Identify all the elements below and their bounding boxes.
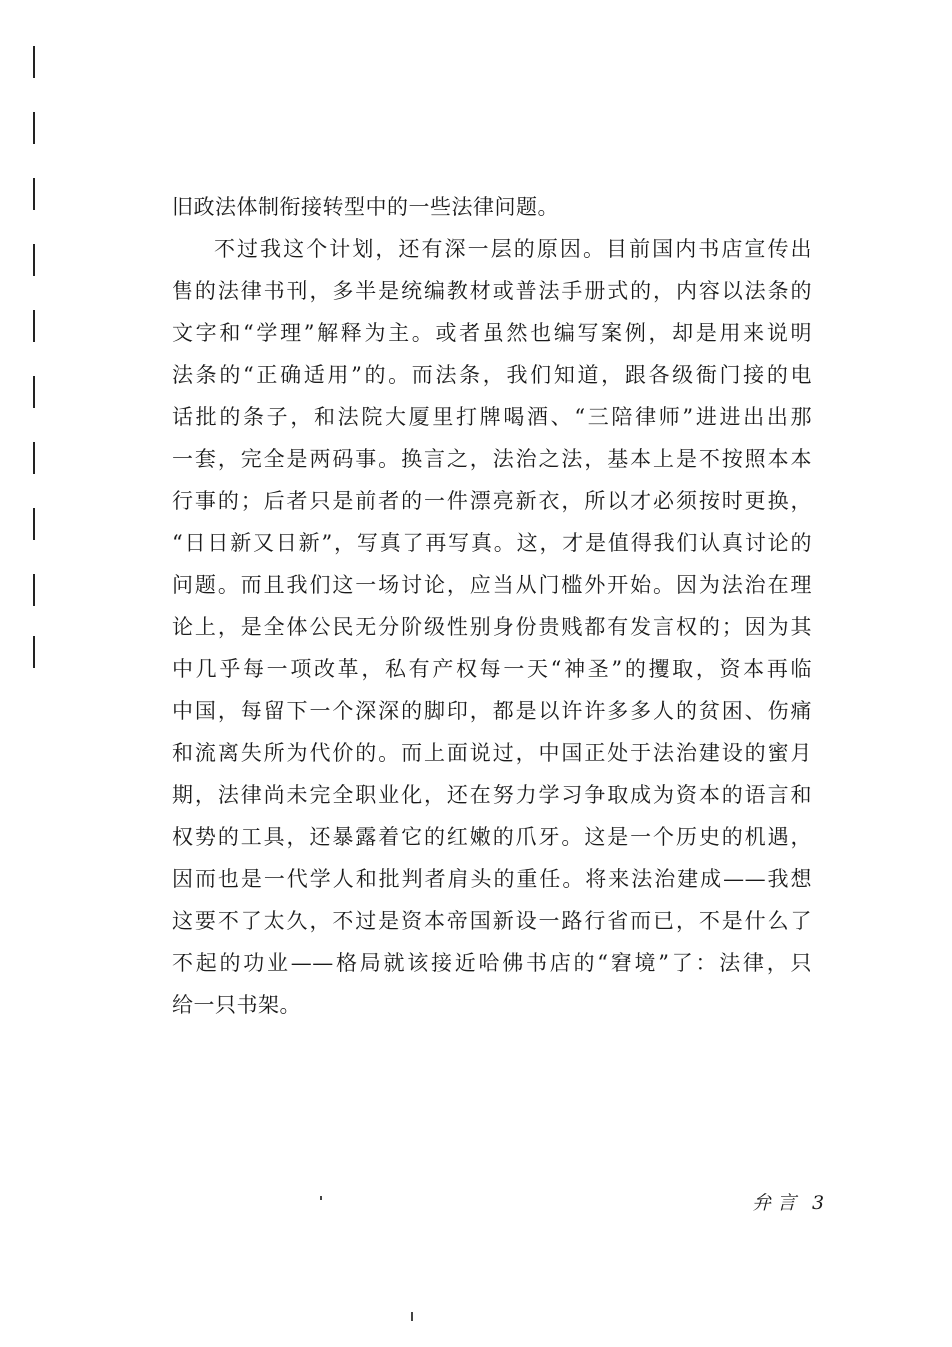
text-line: 这要不了太久，不过是资本帝国新设一路行省而已，不是什么了 (172, 909, 812, 933)
body-text (172, 186, 812, 1026)
text-line: 问题。而且我们这一场讨论，应当从门槛外开始。因为法治在理 (172, 573, 812, 597)
page-number: 3 (812, 1192, 825, 1214)
text-line: 法条的“正确适用”的。而法条，我们知道，跟各级衙门接的电 (172, 363, 812, 387)
text-line: “日日新又日新”，写真了再写真。这，才是值得我们认真讨论的 (172, 531, 812, 555)
margin-mark (33, 112, 35, 144)
text-line: 旧政法体制衔接转型中的一些法律问题。 (172, 195, 559, 219)
text-line: 不起的功业——格局就该接近哈佛书店的“窘境”了：法律，只 (172, 951, 812, 975)
text-line: 售的法律书刊，多半是统编教材或普法手册式的，内容以法条的 (172, 279, 812, 303)
margin-mark (33, 574, 35, 606)
text-line: 行事的；后者只是前者的一件漂亮新衣，所以才必须按时更换， (172, 489, 812, 513)
scan-speck (411, 1312, 413, 1321)
text-line: 中几乎每一项改革，私有产权每一天“神圣”的攫取，资本再临 (172, 657, 812, 681)
text-line: 给一只书架。 (172, 993, 301, 1017)
text-line: 论上，是全体公民无分阶级性别身份贵贱都有发言权的；因为其 (172, 615, 812, 639)
running-footer-section: 弁言 (752, 1192, 803, 1214)
text-line: 话批的条子，和法院大厦里打牌喝酒、“三陪律师”进进出出那 (172, 405, 812, 429)
text-line: 不过我这个计划，还有深一层的原因。目前国内书店宣传出 (214, 237, 812, 261)
margin-mark (33, 310, 35, 342)
text-line: 和流离失所为代价的。而上面说过，中国正处于法治建设的蜜月 (172, 741, 812, 765)
text-line: 中国，每留下一个深深的脚印，都是以许许多多人的贫困、伤痛 (172, 699, 812, 723)
margin-mark (33, 508, 35, 540)
margin-mark (33, 636, 35, 668)
scan-speck (320, 1196, 322, 1200)
text-line: 一套，完全是两码事。换言之，法治之法，基本上是不按照本本 (172, 447, 812, 471)
margin-mark (33, 244, 35, 276)
page-footer (752, 1188, 824, 1215)
margin-mark (33, 376, 35, 408)
text-line: 期，法律尚未完全职业化，还在努力学习争取成为资本的语言和 (172, 783, 812, 807)
margin-mark (33, 178, 35, 210)
text-line: 权势的工具，还暴露着它的红嫩的爪牙。这是一个历史的机遇， (172, 825, 812, 849)
text-line: 因而也是一代学人和批判者肩头的重任。将来法治建成——我想 (172, 867, 812, 891)
margin-mark (33, 442, 35, 474)
margin-mark (33, 46, 35, 78)
text-line: 文字和“学理”解释为主。或者虽然也编写案例，却是用来说明 (172, 321, 812, 345)
